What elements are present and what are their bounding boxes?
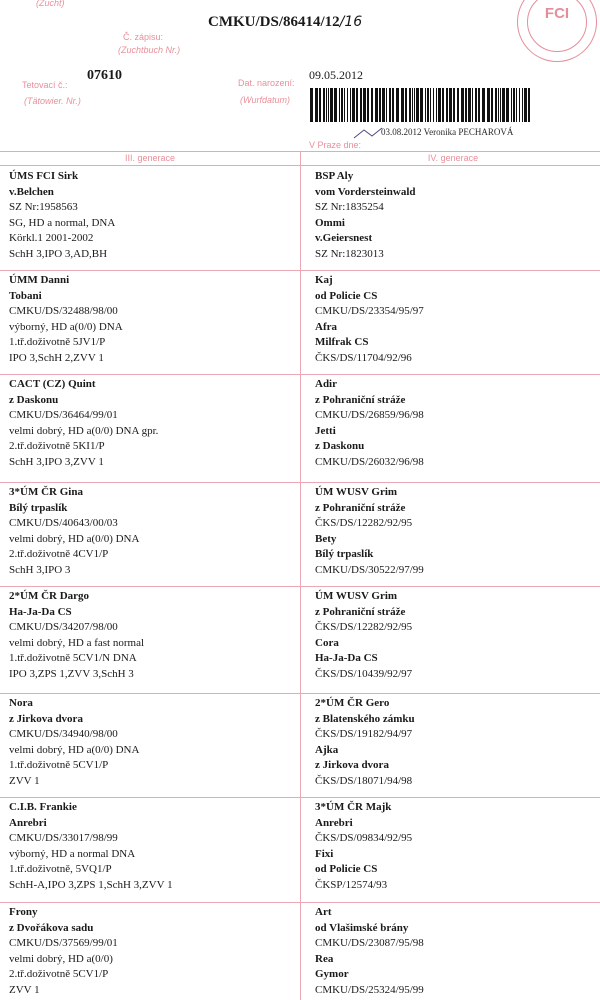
ancestor-name-line: vom Vordersteinwald — [315, 185, 416, 198]
barcode-bar — [323, 88, 325, 122]
ancestor-detail-line: SchH 3,IPO 3,ZVV 1 — [9, 455, 104, 468]
row-divider — [0, 482, 600, 483]
ancestor-name-line: z Daskonu — [9, 393, 59, 406]
ancestor-detail-line: velmi dobrý, HD a(0/0) DNA — [9, 532, 140, 545]
barcode-bar — [461, 88, 464, 122]
barcode-bar — [519, 88, 520, 122]
barcode-bar — [449, 88, 452, 122]
ancestor-detail-line: CMKU/DS/36464/99/01 — [9, 409, 118, 421]
ancestor-name-line: Ommi — [315, 216, 345, 229]
ancestor-name-line: 2*ÚM ČR Gero — [315, 697, 390, 709]
barcode-bar — [516, 88, 517, 122]
tattoo-number: 07610 — [87, 68, 122, 83]
zapis-label-de: (Zuchtbuch Nr.) — [118, 45, 181, 55]
barcode-bar — [425, 88, 426, 122]
ancestor-name-line: z Pohraniční stráže — [315, 501, 406, 514]
barcode-bar — [500, 88, 501, 122]
barcode-bar — [475, 88, 477, 122]
ancestor-detail-line: Körkl.1 2001-2002 — [9, 232, 94, 244]
ancestor-name-line: Ajka — [315, 743, 339, 756]
gen4-ancestor-cell — [315, 905, 600, 998]
signature-stamp: 03.08.2012 Veronika PECHAROVÁ — [381, 127, 514, 137]
barcode-bar — [495, 88, 497, 122]
ancestor-name-line: Tobani — [9, 289, 42, 302]
ancestor-detail-line: CMKU/DS/40643/00/03 — [9, 517, 118, 529]
barcode-bar — [409, 88, 411, 122]
ancestor-detail-line: ČKS/DS/10439/92/97 — [315, 667, 413, 680]
gen3-ancestor-cell — [9, 696, 294, 789]
row-divider — [0, 693, 600, 694]
ancestor-name-line: Frony — [9, 906, 38, 918]
ancestor-name-line: C.I.B. Frankie — [9, 801, 77, 813]
ancestor-name-line: Ha-Ja-Da CS — [315, 652, 378, 664]
ancestor-detail-line: velmi dobrý, HD a(0/0) DNA gpr. — [9, 424, 159, 437]
ancestor-name-line: v.Belchen — [9, 185, 54, 198]
ancestor-detail-line: CMKU/DS/32488/98/00 — [9, 305, 118, 317]
ancestor-detail-line: CMKU/DS/26859/96/98 — [315, 409, 424, 421]
gen4-ancestor-cell — [315, 273, 600, 366]
barcode-bar — [436, 88, 437, 122]
barcode-bar — [315, 88, 318, 122]
barcode-bar — [506, 88, 509, 122]
barcode-bar — [482, 88, 485, 122]
ancestor-detail-line: ČKS/DS/12282/92/95 — [315, 517, 413, 529]
ancestor-name-line: Bety — [315, 532, 337, 545]
ancestor-detail-line: ČKS/DS/18071/94/98 — [315, 774, 413, 787]
gen3-ancestor-cell — [9, 905, 294, 998]
ancestor-detail-line: 2.tř.doživotně 5CV1/P — [9, 968, 109, 980]
ancestor-detail-line: velmi dobrý, HD a fast normal — [9, 636, 145, 649]
fci-logo-text: FCI — [544, 5, 570, 22]
ancestor-name-line: CACT (CZ) Quint — [9, 378, 96, 390]
barcode — [310, 88, 532, 122]
barcode-bar — [433, 88, 434, 122]
ancestor-detail-line: ČKS/DS/12282/92/95 — [315, 621, 413, 633]
ancestor-detail-line: CMKU/DS/34207/98/00 — [9, 621, 118, 633]
ancestor-detail-line: CMKU/DS/33017/98/99 — [9, 832, 118, 844]
row-divider — [0, 374, 600, 375]
barcode-bar — [405, 88, 407, 122]
ancestor-detail-line: 2.tř.doživotně 4CV1/P — [9, 548, 109, 560]
gen3-ancestor-cell — [9, 273, 294, 366]
ancestor-detail-line: výborný, HD a normal DNA — [9, 847, 136, 860]
ancestor-detail-line: CMKU/DS/30522/97/99 — [315, 563, 424, 576]
zapis-label: Č. zápisu: — [123, 32, 164, 42]
ancestor-name-line: z Jirkova dvora — [315, 759, 389, 771]
ancestor-detail-line: SZ Nr:1823013 — [315, 247, 384, 260]
barcode-bar — [375, 88, 378, 122]
ancestor-detail-line: SZ Nr:1958563 — [9, 201, 78, 213]
ancestor-name-line: od Policie CS — [315, 289, 378, 302]
ancestor-name-line: Adir — [315, 378, 337, 390]
barcode-bar — [356, 88, 358, 122]
barcode-bar — [344, 88, 345, 122]
barcode-bar — [513, 88, 515, 122]
ancestor-name-line: Jetti — [315, 424, 336, 437]
barcode-bar — [401, 88, 404, 122]
ancestor-name-line: Fixi — [315, 847, 334, 860]
gen4-ancestor-cell — [315, 696, 600, 789]
ancestor-detail-line: CMKU/DS/26032/96/98 — [315, 455, 424, 468]
ancestor-detail-line: CMKU/DS/23087/95/98 — [315, 937, 424, 949]
ancestor-name-line: Afra — [315, 320, 337, 333]
barcode-bar — [524, 88, 527, 122]
signature-mark — [352, 126, 384, 140]
barcode-bar — [334, 88, 337, 122]
ancestor-detail-line: SG, HD a normal, DNA — [9, 216, 116, 229]
barcode-bar — [350, 88, 351, 122]
ancestor-detail-line: 1.tř.doživotně 5CV1/P — [9, 759, 109, 771]
barcode-bar — [386, 88, 387, 122]
barcode-bar — [382, 88, 385, 122]
fci-logo — [517, 0, 597, 62]
ancestor-name-line: ÚMS FCI Sirk — [9, 170, 79, 182]
registration-suffix: /16 — [339, 14, 363, 30]
ancestor-name-line: Anrebri — [315, 816, 353, 829]
barcode-bar — [427, 88, 429, 122]
ancestor-detail-line: SZ Nr:1835254 — [315, 201, 384, 213]
ancestor-detail-line: SchH 3,IPO 3 — [9, 563, 71, 576]
ancestor-detail-line: 2.tř.doživotně 5KI1/P — [9, 440, 105, 452]
ancestor-detail-line: ČKS/DS/09834/92/95 — [315, 832, 413, 844]
barcode-bar — [330, 88, 333, 122]
ancestor-detail-line: 1.tř.doživotně 5CV1/N DNA — [9, 652, 137, 664]
barcode-bar — [392, 88, 394, 122]
place-label: V Praze dne: — [309, 140, 362, 150]
ancestor-name-line: z Daskonu — [315, 440, 365, 452]
barcode-bar — [363, 88, 366, 122]
ancestor-name-line: od Policie CS — [315, 863, 378, 875]
ancestor-name-line: Art — [315, 906, 332, 918]
ancestor-name-line: z Pohraniční stráže — [315, 605, 406, 618]
ancestor-name-line: Cora — [315, 636, 339, 649]
ancestor-name-line: Nora — [9, 697, 33, 709]
ancestor-name-line: 2*ÚM ČR Dargo — [9, 590, 90, 602]
ancestor-detail-line: CMKU/DS/23354/95/97 — [315, 305, 424, 317]
ancestor-name-line: Ha-Ja-Da CS — [9, 605, 72, 618]
barcode-bar — [371, 88, 373, 122]
ancestor-detail-line: IPO 3,ZPS 1,ZVV 3,SchH 3 — [9, 667, 134, 680]
gen3-ancestor-cell — [9, 169, 294, 262]
barcode-bar — [453, 88, 455, 122]
ancestor-detail-line: ČKSP/12574/93 — [315, 878, 388, 891]
row-divider — [0, 902, 600, 903]
barcode-bar — [389, 88, 391, 122]
ancestor-name-line: ÚM WUSV Grim — [315, 590, 398, 602]
tattoo-label: Tetovací č.: — [22, 80, 68, 90]
ancestor-name-line: od Vlašimské brány — [315, 921, 409, 934]
registration-main: CMKU/DS/86414/12 — [208, 14, 340, 30]
gen3-ancestor-cell — [9, 800, 294, 893]
barcode-bar — [528, 88, 530, 122]
ancestor-name-line: Gymor — [315, 968, 349, 980]
ancestor-name-line: z Dvořákova sadu — [9, 921, 94, 934]
ancestor-detail-line: výborný, HD a(0/0) DNA — [9, 320, 123, 333]
ancestor-detail-line: CMKU/DS/25324/95/99 — [315, 983, 424, 996]
birth-label-de: (Wurfdatum) — [240, 95, 291, 105]
barcode-bar — [465, 88, 467, 122]
row-divider — [0, 270, 600, 271]
barcode-bar — [379, 88, 381, 122]
ancestor-name-line: Rea — [315, 952, 334, 965]
gen3-ancestor-cell — [9, 589, 294, 682]
registration-number — [208, 14, 362, 31]
ancestor-name-line: z Jirkova dvora — [9, 712, 83, 725]
tattoo-label-de: (Tätowier. Nr.) — [24, 96, 81, 106]
ancestor-name-line: 3*ÚM ČR Majk — [315, 801, 392, 813]
ancestor-name-line: Bílý trpaslík — [315, 548, 374, 560]
barcode-bar — [472, 88, 473, 122]
barcode-bar — [310, 88, 313, 122]
ancestor-detail-line: velmi dobrý, HD a(0/0) — [9, 952, 113, 965]
barcode-bar — [457, 88, 459, 122]
barcode-bar — [319, 88, 321, 122]
barcode-bar — [341, 88, 343, 122]
barcode-bar — [420, 88, 423, 122]
barcode-bar — [367, 88, 369, 122]
ancestor-detail-line: SchH-A,IPO 3,ZPS 1,SchH 3,ZVV 1 — [9, 878, 173, 891]
ancestor-name-line: Bílý trpaslík — [9, 501, 68, 514]
ancestor-detail-line: IPO 3,SchH 2,ZVV 1 — [9, 351, 104, 364]
ancestor-name-line: z Pohraniční stráže — [315, 393, 406, 406]
ancestor-name-line: Anrebri — [9, 816, 47, 829]
row-divider — [0, 797, 600, 798]
barcode-bar — [416, 88, 419, 122]
barcode-bar — [414, 88, 415, 122]
barcode-bar — [430, 88, 431, 122]
gen3-ancestor-cell — [9, 377, 294, 470]
birth-label: Dat. narození: — [238, 78, 295, 88]
ancestor-detail-line: SchH 3,IPO 3,AD,BH — [9, 247, 108, 260]
gen4-ancestor-cell — [315, 169, 600, 262]
right-column-header: IV. generace — [427, 153, 479, 163]
barcode-bar — [498, 88, 499, 122]
ancestor-detail-line: 1.tř.doživotně 5JV1/P — [9, 336, 106, 348]
left-column-header: III. generace — [124, 153, 176, 163]
ancestor-name-line: z Blatenského zámku — [315, 712, 415, 725]
barcode-bar — [360, 88, 362, 122]
ancestor-detail-line: CMKU/DS/34940/98/00 — [9, 728, 118, 740]
ancestor-name-line: BSP Aly — [315, 170, 354, 182]
barcode-bar — [396, 88, 399, 122]
barcode-bar — [491, 88, 493, 122]
ancestor-name-line: ÚM WUSV Grim — [315, 486, 398, 498]
barcode-bar — [352, 88, 355, 122]
barcode-bar — [478, 88, 480, 122]
barcode-bar — [326, 88, 327, 122]
barcode-bar — [502, 88, 505, 122]
gen4-ancestor-cell — [315, 800, 600, 893]
row-divider — [0, 586, 600, 587]
ancestor-detail-line: ČKS/DS/11704/92/96 — [315, 351, 412, 364]
barcode-bar — [412, 88, 413, 122]
barcode-bar — [339, 88, 340, 122]
ancestor-detail-line: ČKS/DS/19182/94/97 — [315, 728, 413, 740]
barcode-bar — [347, 88, 348, 122]
ancestor-detail-line: ZVV 1 — [9, 983, 40, 996]
barcode-bar — [511, 88, 512, 122]
ancestor-detail-line: velmi dobrý, HD a(0/0) DNA — [9, 743, 140, 756]
barcode-bar — [468, 88, 471, 122]
ancestor-name-line: ÚMM Danni — [9, 274, 70, 286]
column-divider — [300, 151, 301, 1000]
barcode-bar — [442, 88, 444, 122]
barcode-bar — [328, 88, 329, 122]
gen4-ancestor-cell — [315, 589, 600, 682]
ancestor-name-line: v.Geiersnest — [315, 232, 373, 244]
zucht-label: (Zucht) — [36, 0, 65, 8]
ancestor-detail-line: ZVV 1 — [9, 774, 40, 787]
ancestor-name-line: Milfrak CS — [315, 336, 369, 348]
ancestor-detail-line: 1.tř.doživotně, 5VQ1/P — [9, 863, 112, 875]
gen3-ancestor-cell — [9, 485, 294, 578]
barcode-bar — [446, 88, 448, 122]
gen4-ancestor-cell — [315, 485, 600, 578]
ancestor-name-line: 3*ÚM ČR Gina — [9, 486, 83, 498]
birth-date: 09.05.2012 — [309, 68, 363, 82]
barcode-bar — [487, 88, 490, 122]
barcode-bar — [522, 88, 523, 122]
gen4-ancestor-cell — [315, 377, 600, 470]
barcode-bar — [438, 88, 441, 122]
ancestor-name-line: Kaj — [315, 274, 333, 286]
ancestor-detail-line: CMKU/DS/37569/99/01 — [9, 937, 118, 949]
